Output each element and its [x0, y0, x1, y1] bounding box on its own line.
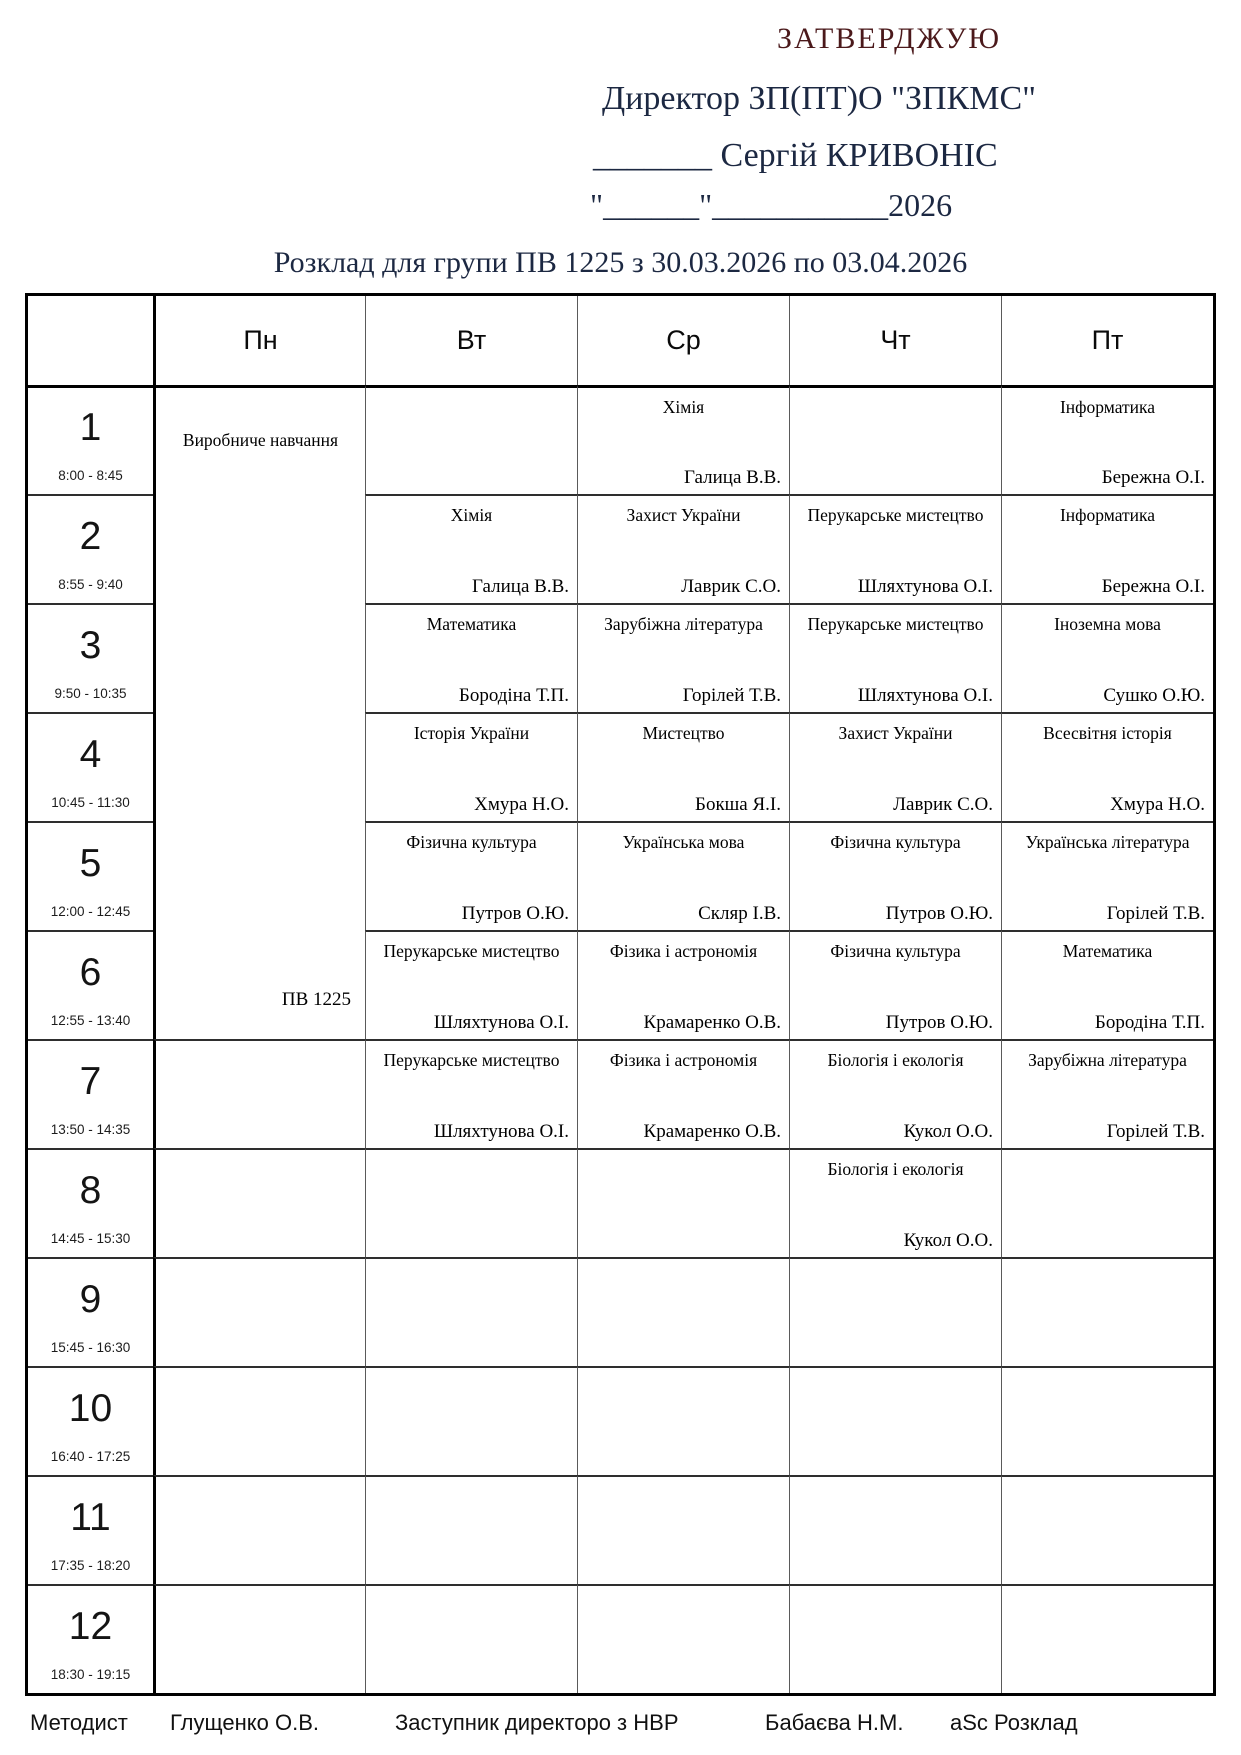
period-cell-3 [28, 603, 153, 712]
lesson-teacher: Горілей Т.В. [1106, 1121, 1205, 1142]
period-number: 2 [79, 514, 102, 558]
period-time: 13:50 - 14:35 [50, 1122, 131, 1137]
period-cell-2 [28, 494, 153, 603]
lesson-subject: Фізична культура [830, 941, 961, 961]
period-cell-10 [28, 1366, 153, 1475]
lesson-cell-thu-7 [789, 1039, 1001, 1148]
lesson-teacher: Кукол О.О. [903, 1230, 993, 1251]
period-time: 16:40 - 17:25 [50, 1449, 131, 1464]
period-number: 9 [79, 1277, 102, 1321]
period-time: 17:35 - 18:20 [50, 1558, 131, 1573]
lesson-subject: Іноземна мова [1054, 614, 1161, 634]
empty-cell-mon-12 [153, 1584, 365, 1693]
lesson-teacher: Крамаренко О.В. [643, 1012, 781, 1033]
lesson-teacher: Бережна О.І. [1101, 576, 1205, 597]
lesson-subject: Біологія і екологія [827, 1050, 964, 1070]
empty-cell-wed-12 [577, 1584, 789, 1693]
production-group: ПВ 1225 [281, 989, 351, 1010]
empty-cell-thu-11 [789, 1475, 1001, 1584]
lesson-cell-fri-1 [1001, 385, 1213, 494]
empty-cell-wed-9 [577, 1257, 789, 1366]
lesson-teacher: Лаврик С.О. [893, 794, 993, 815]
lesson-teacher: Галица В.В. [684, 467, 781, 488]
approval-stamp: ЗАТВЕРДЖУЮ [777, 22, 1002, 55]
lesson-subject: Фізична культура [406, 832, 537, 852]
period-time: 8:55 - 9:40 [58, 577, 123, 592]
empty-cell-fri-8 [1001, 1148, 1213, 1257]
period-number: 6 [79, 950, 102, 994]
lesson-cell-wed-6 [577, 930, 789, 1039]
lesson-subject: Біологія і екологія [827, 1159, 964, 1179]
empty-cell-mon-9 [153, 1257, 365, 1366]
footer [0, 1710, 1241, 1744]
period-number: 5 [79, 841, 102, 885]
lesson-teacher: Шляхтунова О.І. [433, 1121, 569, 1142]
period-number: 1 [79, 406, 102, 449]
monday-production-block [153, 385, 365, 1039]
period-cell-4 [28, 712, 153, 821]
empty-cell-fri-12 [1001, 1584, 1213, 1693]
lesson-teacher: Путров О.Ю. [885, 1012, 993, 1033]
lesson-subject: Математика [1062, 941, 1153, 961]
empty-cell-tue-11 [365, 1475, 577, 1584]
period-cell-7 [28, 1039, 153, 1148]
period-time: 18:30 - 19:15 [50, 1667, 131, 1682]
production-subject: Виробниче навчання [182, 430, 339, 450]
lesson-subject: Перукарське мистецтво [383, 941, 560, 961]
lesson-cell-tue-6 [365, 930, 577, 1039]
lesson-subject: Фізична культура [830, 832, 961, 852]
period-time: 9:50 - 10:35 [54, 686, 127, 701]
period-number: 3 [79, 623, 102, 667]
lesson-subject: Інформатика [1059, 397, 1156, 417]
lesson-cell-wed-5 [577, 821, 789, 930]
lesson-subject: Інформатика [1059, 505, 1156, 525]
lesson-teacher: Бережна О.І. [1101, 467, 1205, 488]
lesson-teacher: Горілей Т.В. [1106, 903, 1205, 924]
lesson-subject: Фізика і астрономія [609, 1050, 758, 1070]
lesson-cell-fri-2 [1001, 494, 1213, 603]
period-time: 10:45 - 11:30 [51, 795, 130, 810]
lesson-subject: Мистецтво [642, 723, 725, 743]
director-signature-line: _______ Сергій КРИВОНІС [593, 137, 998, 174]
lesson-subject: Всесвітня історія [1043, 723, 1172, 743]
period-cell-9 [28, 1257, 153, 1366]
lesson-teacher: Кукол О.О. [903, 1121, 993, 1142]
lesson-teacher: Хмура Н.О. [474, 794, 569, 815]
empty-cell-fri-11 [1001, 1475, 1213, 1584]
period-number: 10 [68, 1386, 113, 1430]
lesson-teacher: Шляхтунова О.І. [857, 685, 993, 706]
lesson-subject: Історія України [413, 723, 530, 743]
empty-cell-wed-10 [577, 1366, 789, 1475]
period-cell-8 [28, 1148, 153, 1257]
lesson-subject: Українська література [1025, 832, 1190, 852]
empty-cell-wed-8 [577, 1148, 789, 1257]
lesson-teacher: Хмура Н.О. [1110, 794, 1205, 815]
footer-deputy-label: Заступник директоро з НВР [395, 1710, 679, 1735]
footer-methodist-label: Методист [30, 1710, 128, 1735]
period-number: 12 [68, 1604, 113, 1648]
empty-cell-thu-1 [789, 385, 1001, 494]
empty-cell-mon-8 [153, 1148, 365, 1257]
lesson-subject: Математика [426, 614, 517, 634]
director-title-line: Директор ЗП(ПТ)О "ЗПКМС" [602, 80, 1036, 117]
lesson-subject: Зарубіжна література [1028, 1050, 1187, 1070]
lesson-teacher: Сушко О.Ю. [1103, 685, 1205, 706]
lesson-subject: Хімія [662, 397, 705, 417]
lesson-cell-tue-7 [365, 1039, 577, 1148]
lesson-cell-wed-1 [577, 385, 789, 494]
lesson-cell-fri-5 [1001, 821, 1213, 930]
lesson-teacher: Горілей Т.В. [682, 685, 781, 706]
lesson-teacher: Шляхтунова О.І. [433, 1012, 569, 1033]
lesson-teacher: Бородіна Т.П. [1094, 1012, 1205, 1033]
period-time: 12:00 - 12:45 [50, 904, 131, 919]
lesson-subject: Перукарське мистецтво [383, 1050, 560, 1070]
lesson-cell-wed-7 [577, 1039, 789, 1148]
empty-cell-fri-9 [1001, 1257, 1213, 1366]
lesson-cell-thu-2 [789, 494, 1001, 603]
empty-cell-mon-7 [153, 1039, 365, 1148]
empty-cell-thu-10 [789, 1366, 1001, 1475]
lesson-subject: Захист України [626, 505, 741, 525]
lesson-cell-wed-3 [577, 603, 789, 712]
empty-cell-wed-11 [577, 1475, 789, 1584]
lesson-teacher: Скляр І.В. [698, 903, 781, 924]
lesson-cell-wed-2 [577, 494, 789, 603]
lesson-teacher: Путров О.Ю. [885, 903, 993, 924]
footer-deputy-name: Бабаєва Н.М. [765, 1710, 904, 1735]
period-cell-5 [28, 821, 153, 930]
approval-date-line: "______"___________2026 [590, 187, 953, 223]
period-time: 12:55 - 13:40 [50, 1013, 131, 1028]
lesson-teacher: Шляхтунова О.І. [857, 576, 993, 597]
footer-methodist-name: Глущенко О.В. [170, 1710, 319, 1735]
period-cell-1 [28, 385, 153, 494]
empty-cell-thu-12 [789, 1584, 1001, 1693]
lesson-subject: Перукарське мистецтво [807, 505, 984, 525]
lesson-teacher: Крамаренко О.В. [643, 1121, 781, 1142]
lesson-cell-thu-5 [789, 821, 1001, 930]
empty-cell-fri-10 [1001, 1366, 1213, 1475]
lesson-cell-tue-3 [365, 603, 577, 712]
lesson-subject: Фізика і астрономія [609, 941, 758, 961]
period-cell-6 [28, 930, 153, 1039]
period-time: 8:00 - 8:45 [58, 468, 123, 483]
period-time: 14:45 - 15:30 [50, 1231, 131, 1246]
empty-cell-tue-8 [365, 1148, 577, 1257]
period-number: 8 [79, 1168, 102, 1212]
lesson-cell-fri-6 [1001, 930, 1213, 1039]
lesson-cell-fri-4 [1001, 712, 1213, 821]
day-header-Вт: Вт [365, 296, 577, 385]
lesson-subject: Перукарське мистецтво [807, 614, 984, 634]
lesson-cell-fri-3 [1001, 603, 1213, 712]
lesson-cell-tue-5 [365, 821, 577, 930]
schedule-title: Розклад для групи ПВ 1225 з 30.03.2026 по 03.04.2026 [273, 246, 968, 279]
empty-cell-mon-10 [153, 1366, 365, 1475]
lesson-cell-tue-2 [365, 494, 577, 603]
lesson-teacher: Лаврик С.О. [681, 576, 781, 597]
period-time: 15:45 - 16:30 [50, 1340, 131, 1355]
lesson-subject: Українська мова [622, 832, 745, 852]
day-header-Пт: Пт [1001, 296, 1213, 385]
period-number: 11 [70, 1495, 111, 1539]
empty-cell-tue-12 [365, 1584, 577, 1693]
day-header-Пн: Пн [153, 296, 365, 385]
lesson-cell-thu-6 [789, 930, 1001, 1039]
lesson-teacher: Бокша Я.І. [695, 794, 781, 815]
footer-asc-brand: aSc Розклад [950, 1710, 1078, 1735]
lesson-cell-fri-7 [1001, 1039, 1213, 1148]
empty-cell-tue-10 [365, 1366, 577, 1475]
lesson-teacher: Галица В.В. [472, 576, 569, 597]
lesson-cell-thu-8 [789, 1148, 1001, 1257]
lesson-subject: Захист України [838, 723, 953, 743]
period-number: 4 [79, 732, 102, 776]
lesson-cell-thu-4 [789, 712, 1001, 821]
lesson-cell-tue-4 [365, 712, 577, 821]
period-cell-11 [28, 1475, 153, 1584]
lesson-teacher: Путров О.Ю. [461, 903, 569, 924]
schedule-table [25, 293, 1216, 1696]
day-header-Ср: Ср [577, 296, 789, 385]
period-number: 7 [79, 1059, 102, 1103]
empty-cell-tue-1 [365, 385, 577, 494]
lesson-subject: Зарубіжна література [604, 614, 763, 634]
period-cell-12 [28, 1584, 153, 1693]
lesson-cell-wed-4 [577, 712, 789, 821]
empty-cell-thu-9 [789, 1257, 1001, 1366]
day-header-Чт: Чт [789, 296, 1001, 385]
lesson-cell-thu-3 [789, 603, 1001, 712]
empty-cell-tue-9 [365, 1257, 577, 1366]
lesson-subject: Хімія [450, 505, 493, 525]
lesson-teacher: Бородіна Т.П. [458, 685, 569, 706]
empty-cell-mon-11 [153, 1475, 365, 1584]
corner-cell [28, 296, 153, 385]
